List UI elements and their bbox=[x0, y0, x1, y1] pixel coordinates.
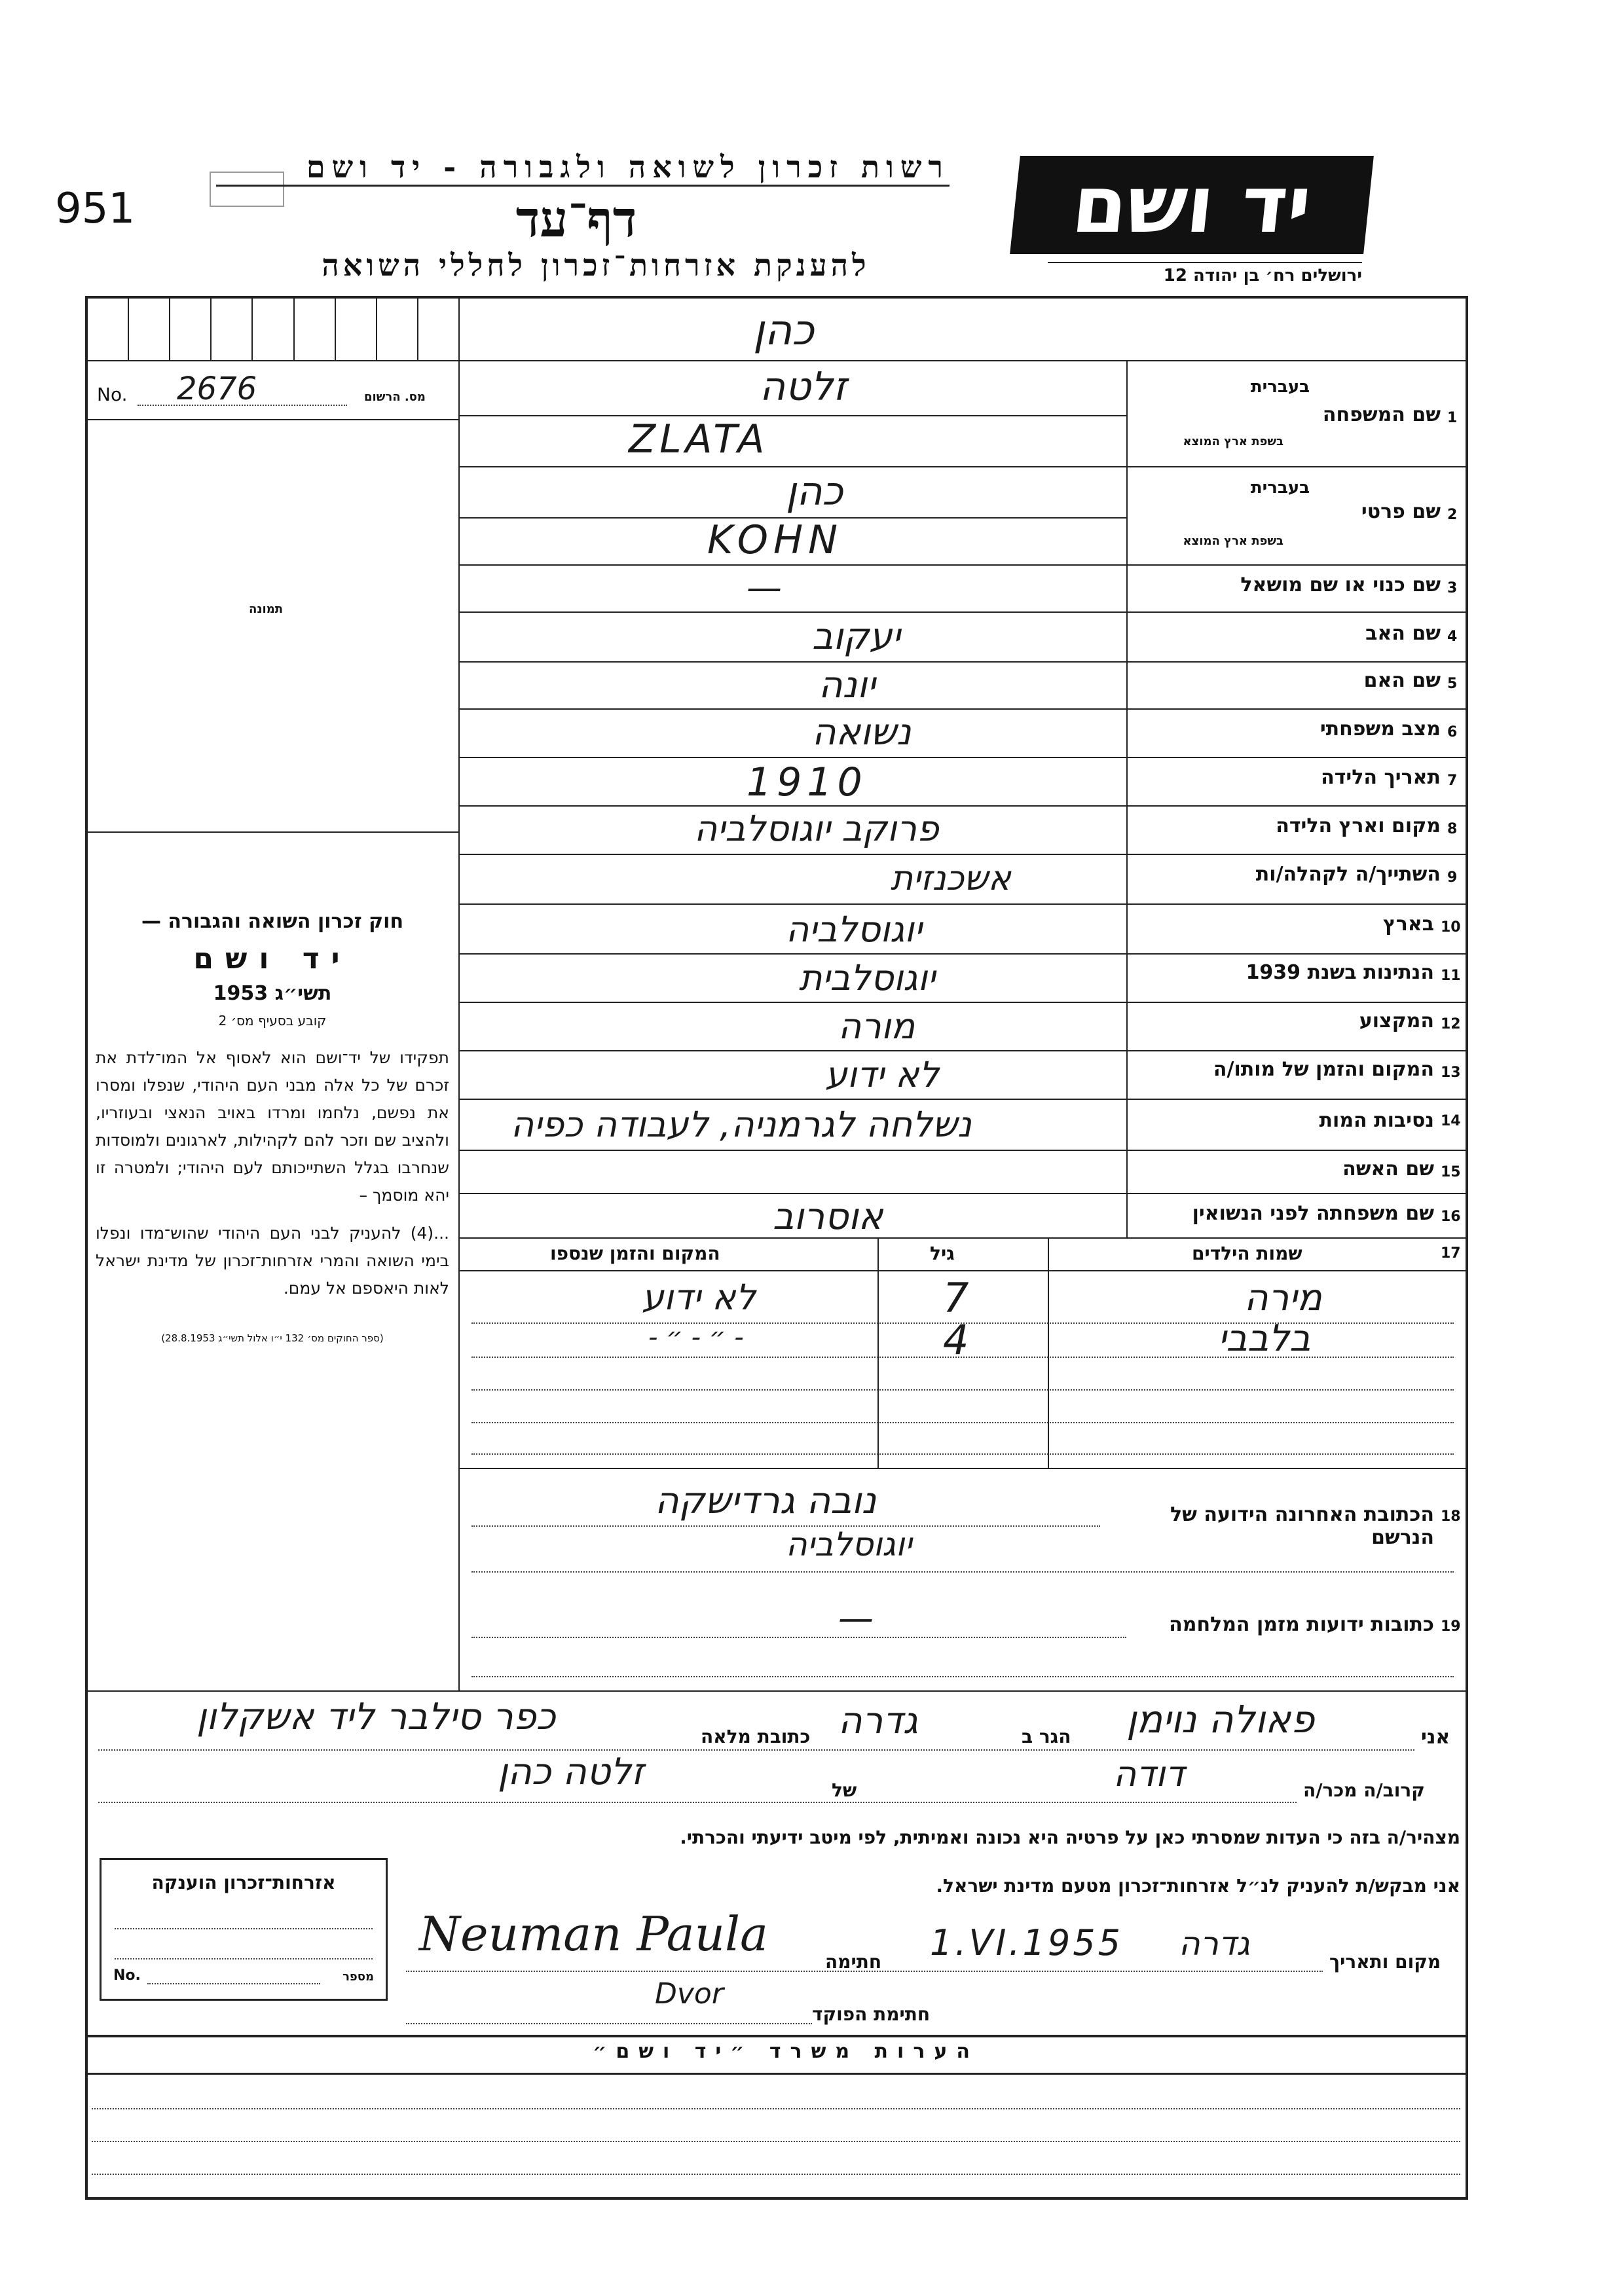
office-notes-title: הערות משרד ״יד ושם״ bbox=[593, 2040, 979, 2063]
citizenship-box-number-label: מספר bbox=[342, 1970, 374, 1984]
children-col-place: המקום והזמן שנספו bbox=[550, 1243, 720, 1264]
field-19-value: — bbox=[838, 1597, 874, 1639]
field-13-label: המקום והזמן של מותו/ה bbox=[1213, 1058, 1434, 1081]
law-ref: (ספר החוקים מס׳ 132 י״ו אלול תשי״ג 28.8.1953) bbox=[161, 1332, 384, 1344]
field-4-label: שם האב bbox=[1365, 622, 1441, 645]
field-8-value: פרוקב יוגוסלביה bbox=[694, 808, 939, 849]
field-16-number: 16 bbox=[1441, 1209, 1461, 1225]
law-clause: קובע בסעיף מס׳ 2 bbox=[218, 1013, 327, 1029]
citizenship-box-no-label: No. bbox=[113, 1967, 141, 1984]
field-15-number: 15 bbox=[1441, 1164, 1461, 1180]
org-line: רשות זכרון לשואה ולגבורה - יד ושם bbox=[216, 149, 950, 187]
law-text: תפקידו של יד־ושם הוא לאסוף אל המו־לדת את זכרם של כל אלה מבני העם היהודי, שנפלו ומסרו את נפשם, נלחמו ומרדו באויב הנאצי ובעוזריו, ולהציב שם וזכר להם לקהילות, לארגונים ולמוסדות שנחרבו בגלל השתייכותם לעם היהודי; ולמטרה זו יהא מוסמך – bbox=[96, 1048, 449, 1205]
decl-date: 1.VI.1955 bbox=[930, 1922, 1123, 1963]
field-19-label: כתובות ידועות מזמן המלחמה bbox=[1169, 1613, 1434, 1636]
field-5-label: שם האם bbox=[1363, 669, 1441, 692]
field-13-value: לא ידוע bbox=[825, 1054, 940, 1095]
field-1-sub-hebrew: בעברית bbox=[1250, 377, 1310, 397]
field-2-sub-original: בשפת ארץ המוצא bbox=[1183, 534, 1283, 548]
child-2-age: 4 bbox=[943, 1316, 969, 1364]
field-8-label: מקום וארץ הלידה bbox=[1276, 814, 1441, 837]
decl-city: גדרה bbox=[838, 1700, 918, 1742]
photo-label: תמונה bbox=[249, 602, 284, 616]
field-2-value-hebrew: כהן bbox=[786, 469, 843, 515]
reg-no-label: מס. הרשום bbox=[364, 390, 426, 404]
field-6-value: נשואה bbox=[812, 711, 912, 754]
field-11-label: הנתינות בשנת 1939 bbox=[1246, 961, 1434, 984]
decl-place-date-label: מקום ותאריך bbox=[1329, 1951, 1441, 1973]
law-title: חוק זכרון השואה והגבורה — bbox=[141, 910, 404, 933]
decl-ani: אני bbox=[1421, 1726, 1450, 1749]
field-9-label: השתייך/ה לקהלה/ות bbox=[1255, 863, 1441, 886]
field-19-number: 19 bbox=[1441, 1618, 1461, 1635]
field-18-number: 18 bbox=[1441, 1508, 1461, 1525]
field-4-number: 4 bbox=[1447, 629, 1458, 645]
form-subtitle: להענקת אזרחות־זכרון לחללי השואה bbox=[322, 247, 870, 283]
field-18-label: הכתובת האחרונה הידועה של הנרשם bbox=[1170, 1503, 1434, 1549]
citizenship-box bbox=[100, 1858, 388, 2001]
field-5-number: 5 bbox=[1447, 676, 1458, 692]
field-6-label: מצב משפחתי bbox=[1320, 718, 1441, 740]
decl-relative-name: זלטה כהן bbox=[498, 1751, 644, 1793]
id-boxes bbox=[88, 299, 458, 360]
field-11-number: 11 bbox=[1441, 968, 1461, 984]
field-12-label: המקצוע bbox=[1359, 1010, 1434, 1032]
field-3-number: 3 bbox=[1447, 580, 1458, 596]
child-1-name: מירה bbox=[1244, 1277, 1322, 1319]
law-year: תשי״ג 1953 bbox=[213, 982, 332, 1005]
field-17-number: 17 bbox=[1441, 1245, 1461, 1262]
decl-of-label: של bbox=[832, 1779, 857, 1801]
law-name: יד ושם bbox=[193, 942, 352, 975]
field-6-number: 6 bbox=[1447, 724, 1458, 740]
field-12-number: 12 bbox=[1441, 1016, 1461, 1032]
field-3-value: — bbox=[747, 567, 782, 608]
field-9-value: אשכנזית bbox=[891, 859, 1011, 898]
children-col-age: גיל bbox=[930, 1243, 955, 1264]
decl-place: גדרה bbox=[1179, 1925, 1250, 1963]
decl-statement-2: אני מבקש/ת להעניק לנ״ל אזרחות־זכרון מטעם מדינת ישראל. bbox=[936, 1875, 1460, 1897]
field-2-value-original: KOHN bbox=[707, 517, 843, 563]
field-1-value-hebrew: זלטה bbox=[760, 364, 847, 410]
field-2-label: שם פרטי bbox=[1361, 500, 1441, 523]
field-12-value: מורה bbox=[838, 1006, 915, 1047]
law-block bbox=[96, 910, 449, 1344]
law-text-2: ...(4) להעניק לבני העם היהודי שהוש־מדו ונפלו בימי השואה והמרי אזרחות־זכרון של מדינת ישראל לאות היאספם אל עמם. bbox=[96, 1224, 449, 1298]
citizenship-box-title: אזרחות־זכרון הוענקה bbox=[151, 1872, 336, 1893]
field-10-number: 10 bbox=[1441, 919, 1461, 936]
field-13-number: 13 bbox=[1441, 1065, 1461, 1081]
decl-statement-1: מצהיר/ה בזה כי העדות שמסרתי כאן על פרטיה היא נכונה ואמיתית, לפי מיטב ידיעתי והכרתי. bbox=[680, 1827, 1460, 1848]
field-9-number: 9 bbox=[1447, 869, 1458, 886]
field-7-value: 1910 bbox=[747, 759, 868, 805]
field-1-number: 1 bbox=[1447, 410, 1458, 426]
decl-signature: Neuman Paula bbox=[419, 1906, 768, 1961]
logo-text: יד ושם bbox=[1067, 159, 1316, 251]
address: ירושלים רח׳ בן יהודה 12 bbox=[1048, 262, 1362, 285]
field-5-value: יונה bbox=[819, 664, 876, 706]
field-14-number: 14 bbox=[1441, 1113, 1461, 1129]
child-2-place: - ״ - ״ - bbox=[648, 1322, 744, 1353]
field-2-number: 2 bbox=[1447, 507, 1458, 523]
decl-declarant-name: פאולה נוימן bbox=[1126, 1697, 1315, 1741]
decl-address-label: כתובת מלאה bbox=[701, 1726, 811, 1747]
field-10-label: בארץ bbox=[1382, 913, 1434, 936]
reg-no-value: 2676 bbox=[177, 371, 257, 407]
field-1-sub-original: בשפת ארץ המוצא bbox=[1183, 435, 1283, 448]
decl-lives-in-label: הגר ב bbox=[1022, 1726, 1071, 1747]
decl-signature-label: חתימה bbox=[825, 1951, 882, 1973]
field-1-label: שם המשפחה bbox=[1322, 403, 1441, 426]
form-title: דף־עד bbox=[515, 190, 637, 248]
yad-vashem-logo bbox=[1010, 156, 1374, 254]
field-7-number: 7 bbox=[1447, 773, 1458, 789]
child-1-age: 7 bbox=[943, 1274, 969, 1322]
field-4-value: יעקוב bbox=[812, 615, 900, 658]
field-16-label: שם משפחתה לפני הנשואין bbox=[1192, 1202, 1434, 1225]
field-2-sub-hebrew: בעברית bbox=[1250, 478, 1310, 498]
sheet-number: 951 bbox=[55, 185, 136, 233]
decl-official-signature: Dvor bbox=[655, 1977, 724, 2011]
field-18-value-1: נובה גרדישקה bbox=[655, 1480, 877, 1522]
decl-relation: דודה bbox=[1113, 1753, 1185, 1795]
field-10-value: יוגוסלביה bbox=[786, 909, 923, 950]
field-11-value: יוגוסלבית bbox=[799, 957, 936, 998]
decl-official-label: חתימת הפוקד bbox=[812, 2003, 931, 2025]
decl-address: כפר סילבר ליד אשקלון bbox=[196, 1696, 556, 1738]
field-16-value: אוסרוב bbox=[773, 1195, 883, 1238]
reg-no-prefix: No. bbox=[97, 384, 128, 405]
field-14-label: נסיבות המות bbox=[1319, 1109, 1434, 1132]
field-1-value-original: ZLATA bbox=[629, 416, 769, 462]
field-7-label: תאריך הלידה bbox=[1321, 766, 1441, 789]
field-18-value-2: יוגוסלביה bbox=[786, 1525, 912, 1563]
field-15-label: שם האשה bbox=[1342, 1157, 1434, 1180]
decl-relation-label: קרוב/ה מכר/ה bbox=[1303, 1779, 1425, 1801]
field-14-value: נשלחה לגרמניה, לעבודה כפיה bbox=[511, 1104, 972, 1145]
field-3-label: שם כנוי או שם מושאל bbox=[1240, 574, 1441, 596]
child-1-place: לא ידוע bbox=[642, 1277, 756, 1318]
child-2-name: בלבבי bbox=[1218, 1317, 1311, 1360]
field-8-number: 8 bbox=[1447, 821, 1458, 837]
top-name-value: כהן bbox=[753, 306, 815, 355]
children-col-names: שמות הילדים bbox=[1192, 1243, 1302, 1264]
